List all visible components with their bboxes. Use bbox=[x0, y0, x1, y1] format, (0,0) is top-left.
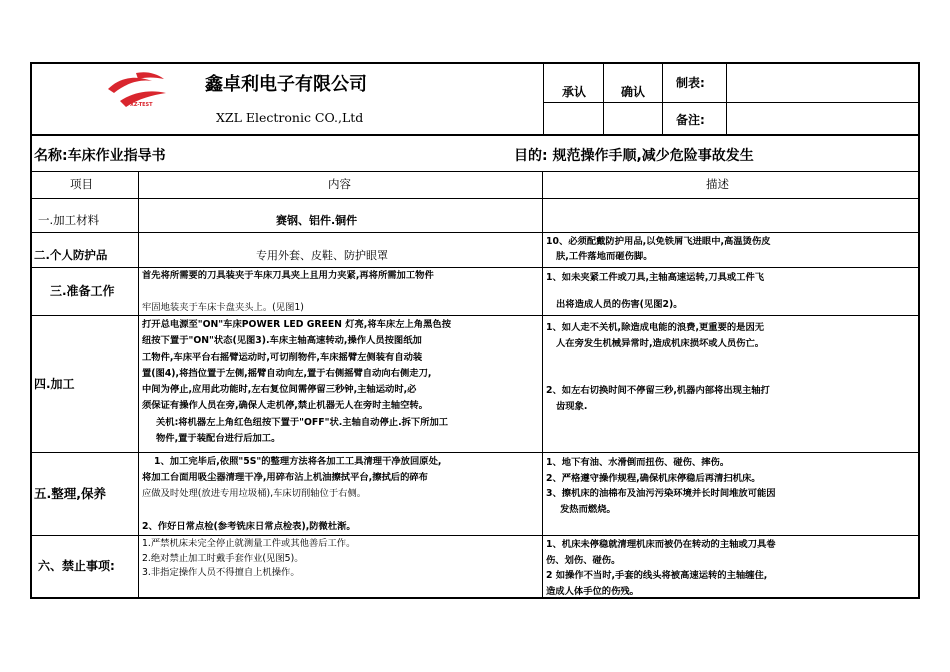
table-vline-content bbox=[542, 171, 543, 599]
document-purpose: 目的: 规范操作手顺,减少危险事故发生 bbox=[514, 148, 754, 164]
document-name: 名称:车床作业指导书 bbox=[34, 148, 166, 164]
company-name-cn: 鑫卓利电子有限公司 bbox=[205, 74, 367, 95]
row5-line bbox=[32, 535, 918, 536]
row5-description: 1、地下有油、水滑倒而扭伤、碰伤、摔伤。 2、严格遵守操作规程,确保机床停稳后再清扫机床。 3、擦机床的油棉布及油污污染环境并长时间堆放可能因 发热而燃烧。 bbox=[546, 457, 776, 515]
table-vline-item bbox=[138, 171, 139, 599]
row2-item: 二.个人防护品 bbox=[34, 248, 108, 262]
remarks-label: 备注: bbox=[676, 113, 705, 127]
header-vline-1 bbox=[543, 64, 544, 134]
row2-description: 10、必须配戴防护用品,以免铁屑飞进眼中,高温烫伤皮 肤,工件落地而砸伤脚。 bbox=[546, 236, 771, 262]
title-row-line bbox=[32, 171, 918, 172]
approve-label: 承认 bbox=[562, 85, 587, 99]
row4-content: 打开总电源至"ON"车床POWER LED GREEN 灯亮,将车床左上角黑色按 纽按下置于"ON"状态(见图3).车床主轴高速转动,操作人员按图纸加 工物件,车床平台右摇臂运动时,可切削物件,车床摇臂左侧装有自动装 置(图4),将挡位置于左侧,摇臂自动向左,置于右侧摇臂自动向右侧走刀, 中间为停止,应用此功能时,左右复位间需停留三秒钟,主轴运动时,必 须保证有操作人员在旁,确保人走机停,禁止机器无人在旁时主轴空转。 关机:将机器左上角红色纽按下置于"OFF"状.主轴自动停止.拆下所加工 物件,置于装配台进行后加工。 bbox=[142, 319, 451, 445]
row1-line bbox=[32, 232, 918, 233]
row1-item: 一.加工材料 bbox=[38, 213, 100, 227]
row3-content: 首先将所需要的刀具装夹于车床刀具夹上且用力夹紧,再将所需加工物件 牢固地装夹于车床卡盘夹头上。(见图1) bbox=[142, 270, 434, 313]
work-instruction-sheet bbox=[30, 62, 920, 599]
column-header-line bbox=[32, 198, 918, 199]
row3-description: 1、如未夹紧工件或刀具,主轴高速运转,刀具或工件飞 出将造成人员的伤害(见图2)。 bbox=[546, 272, 765, 310]
header-mid-line bbox=[543, 102, 920, 103]
logo-text: XZ-TEST bbox=[130, 102, 153, 108]
prepared-by-label: 制表: bbox=[676, 76, 705, 90]
row4-item: 四.加工 bbox=[34, 377, 75, 391]
company-name-en: XZL Electronic CO.,Ltd bbox=[216, 110, 364, 125]
row6-description: 1、机床未停稳就清理机床而被仍在转动的主轴或刀具卷 伤、划伤、碰伤。 2 如操作不当时,手套的线头将被高速运转的主轴缠住, 造成人体手位的伤残。 bbox=[546, 539, 776, 597]
row5-item: 五.整理,保养 bbox=[34, 486, 106, 501]
row6-content: 1.严禁机床未完全停止就测量工件或其他善后工作。 2.绝对禁止加工时戴手套作业(见图5)。 3.非指定操作人员不得擅自上机操作。 bbox=[142, 538, 356, 578]
row2-line bbox=[32, 267, 918, 268]
column-content-header: 内容 bbox=[328, 177, 351, 191]
row4-line bbox=[32, 452, 918, 453]
confirm-label: 确认 bbox=[621, 85, 646, 99]
company-logo bbox=[106, 69, 168, 115]
column-item-header: 项目 bbox=[70, 177, 93, 191]
header-vline-3 bbox=[662, 64, 663, 134]
row6-item: 六、禁止事项: bbox=[38, 559, 115, 573]
row2-content: 专用外套、皮鞋、防护眼罩 bbox=[256, 249, 388, 262]
row3-item: 三.准备工作 bbox=[50, 284, 115, 298]
header-bottom-line bbox=[32, 134, 918, 136]
row5-content: 1、加工完毕后,依照"5S"的整理方法将各加工工具清理干净放回原处, 将加工台面用吸尘器清理干净,用碎布沾上机油擦拭平台,擦拭后的碎布 应做及时处理(放进专用垃圾桶),车床切削轴位于右侧。 2、作好日常点检(参考铣床日常点检表),防微杜渐。 bbox=[142, 456, 442, 532]
header-vline-2 bbox=[603, 64, 604, 134]
column-description-header: 描述 bbox=[706, 177, 729, 191]
row1-content: 赛钢、铝件.铜件 bbox=[276, 214, 358, 227]
row4-description: 1、如人走不关机,除造成电能的浪费,更重要的是因无 人在旁发生机械异常时,造成机床损坏或人员伤亡。 2、如左右切换时间不停留三秒,机器内部将出现主轴打 齿现象. bbox=[546, 322, 770, 412]
header-vline-4 bbox=[726, 64, 727, 134]
